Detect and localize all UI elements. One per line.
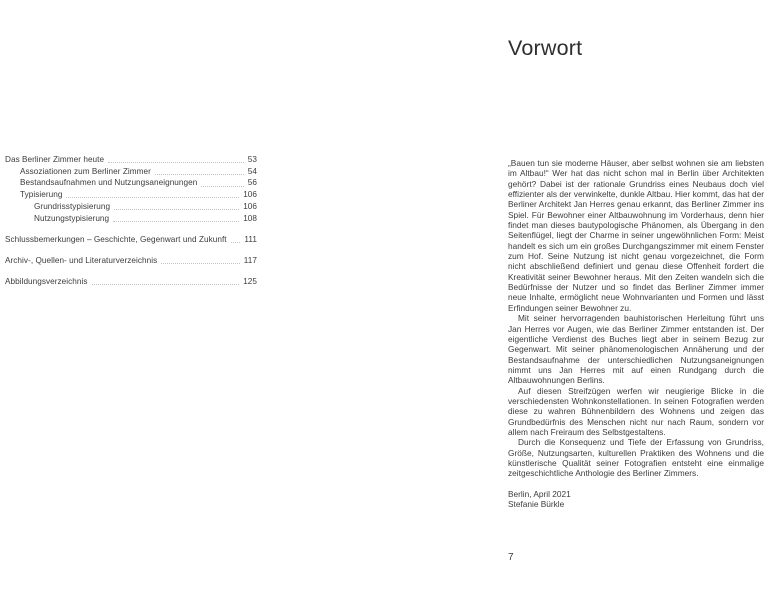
signature-author: Stefanie Bürkle [508, 499, 565, 510]
dotted-leader [161, 263, 240, 264]
toc-entry-label: Typisierung [20, 190, 63, 200]
dotted-leader [108, 162, 244, 163]
foreword-paragraph: Auf diesen Streifzügen werfen wir neugierige Blicke in die verschiedensten Wohnkonstellationen. In seinen Fotografien werden diese zu wahren Bühnenbildern des Wohnens und zeigen das Grundbedürfnis des Menschen nicht nur nach Raum, sondern vor allem nach Freiraum des Selbstgestaltens. [508, 385, 764, 437]
foreword-page [508, 0, 764, 510]
signature-block [508, 489, 764, 510]
toc-entry [5, 213, 257, 225]
toc-page-number: 106 [243, 190, 257, 200]
toc-page-number: 108 [243, 213, 257, 223]
toc-entry-label: Assoziationen zum Berliner Zimmer [20, 166, 151, 176]
dotted-leader [114, 209, 239, 210]
toc-entry [5, 234, 257, 246]
toc-page-number: 111 [244, 234, 257, 244]
dotted-leader [201, 186, 243, 187]
signature-place-date: Berlin, April 2021 [508, 488, 571, 499]
toc-entry-label: Nutzungstypisierung [34, 213, 110, 223]
toc-entry-label: Bestandsaufnahmen und Nutzungsaneignungen [20, 178, 198, 188]
foreword-body [508, 158, 764, 479]
toc-entry-label: Grundrisstypisierung [34, 201, 111, 211]
foreword-paragraph: „Bauen tun sie moderne Häuser, aber selbst wohnen sie am liebsten im Altbau!“ Wer hat das nicht schon mal in Berlin über Architekten gehört? Dabei ist der rationale Grundriss eines Neubaus doch viel effizienter als der verwinkelte, dunkle Altbau. Hier kommt, das hat der Berliner Architekt Jan Herres genau erkannt, das Berliner Zimmer ins Spiel. Für Bewohner einer Altbauwohnung im Vorderhaus, denn hier findet man dieses bautypologische Phänomen, als Übergang in den Seitenflügel, liegt der Charme in seiner ungewöhnlichen Form: Meist handelt es sich um ein großes Durchgangszimmer mit einem Fenster zum Hof. Seine Nutzung ist nicht genau vorgezeichnet, die Form nicht abschließend definiert und genau diese Offenheit fordert die Kreativität seiner Bewohner heraus. Mit den Zeiten wandeln sich die Bedürfnisse der Nutzer und so findet das Berliner Zimmer immer neue Inhalte, ermöglicht neue Wohnvarianten und Formen und lässt Erfindungen seiner Bewohner zu. [508, 158, 764, 313]
foreword-paragraph: Durch die Konsequenz und Tiefe der Erfassung von Grundriss, Größe, Nutzungsarten, kulturellen Praktiken des Wohnens und die künstlerische Qualität seiner Fotografien entsteht eine einmalige zeitgeschichtliche Anthologie des Berliner Zimmers. [508, 437, 764, 479]
page-number: 7 [508, 552, 514, 563]
toc-page-number: 54 [247, 166, 257, 176]
page-title: Vorwort [508, 36, 583, 60]
toc-entry [5, 154, 257, 166]
toc-entry-label: Archiv-, Quellen- und Literaturverzeichnis [5, 255, 158, 265]
foreword-paragraph: Mit seiner hervorragenden bauhistorischen Herleitung führt uns Jan Herres vor Augen, wie das Berliner Zimmer entstanden ist. Der eigentliche Verdienst des Buches liegt aber in seinem Bezug zur Gegenwart. Mit seiner phänomenologischen Annäherung und der Bestandsaufnahme der unterschiedlichen Nutzungsaneignungen nimmt uns Jan Herres mit auf einen Rundgang durch die Altbauwohnungen Berlins. [508, 313, 764, 386]
toc-page-number: 125 [243, 277, 257, 287]
toc-entry-label: Schlussbemerkungen – Geschichte, Gegenwart und Zukunft [5, 234, 227, 244]
toc-page-number: 117 [243, 255, 257, 265]
toc-entry [5, 189, 257, 201]
toc-entry [5, 177, 257, 189]
toc-entry [5, 201, 257, 213]
dotted-leader [155, 174, 244, 175]
toc-page-number: 56 [247, 178, 257, 188]
dotted-leader [113, 221, 239, 222]
toc-page-number: 53 [247, 155, 257, 164]
toc-entry-label: Abbildungsverzeichnis [5, 277, 88, 287]
dotted-leader [231, 242, 241, 243]
table-of-contents [5, 154, 257, 288]
toc-entry [5, 166, 257, 178]
dotted-leader [92, 284, 240, 285]
toc-entry [5, 276, 257, 288]
toc-entry-label: Das Berliner Zimmer heute [5, 155, 105, 164]
dotted-leader [66, 197, 239, 198]
toc-entry [5, 255, 257, 267]
toc-page-number: 106 [243, 201, 257, 211]
